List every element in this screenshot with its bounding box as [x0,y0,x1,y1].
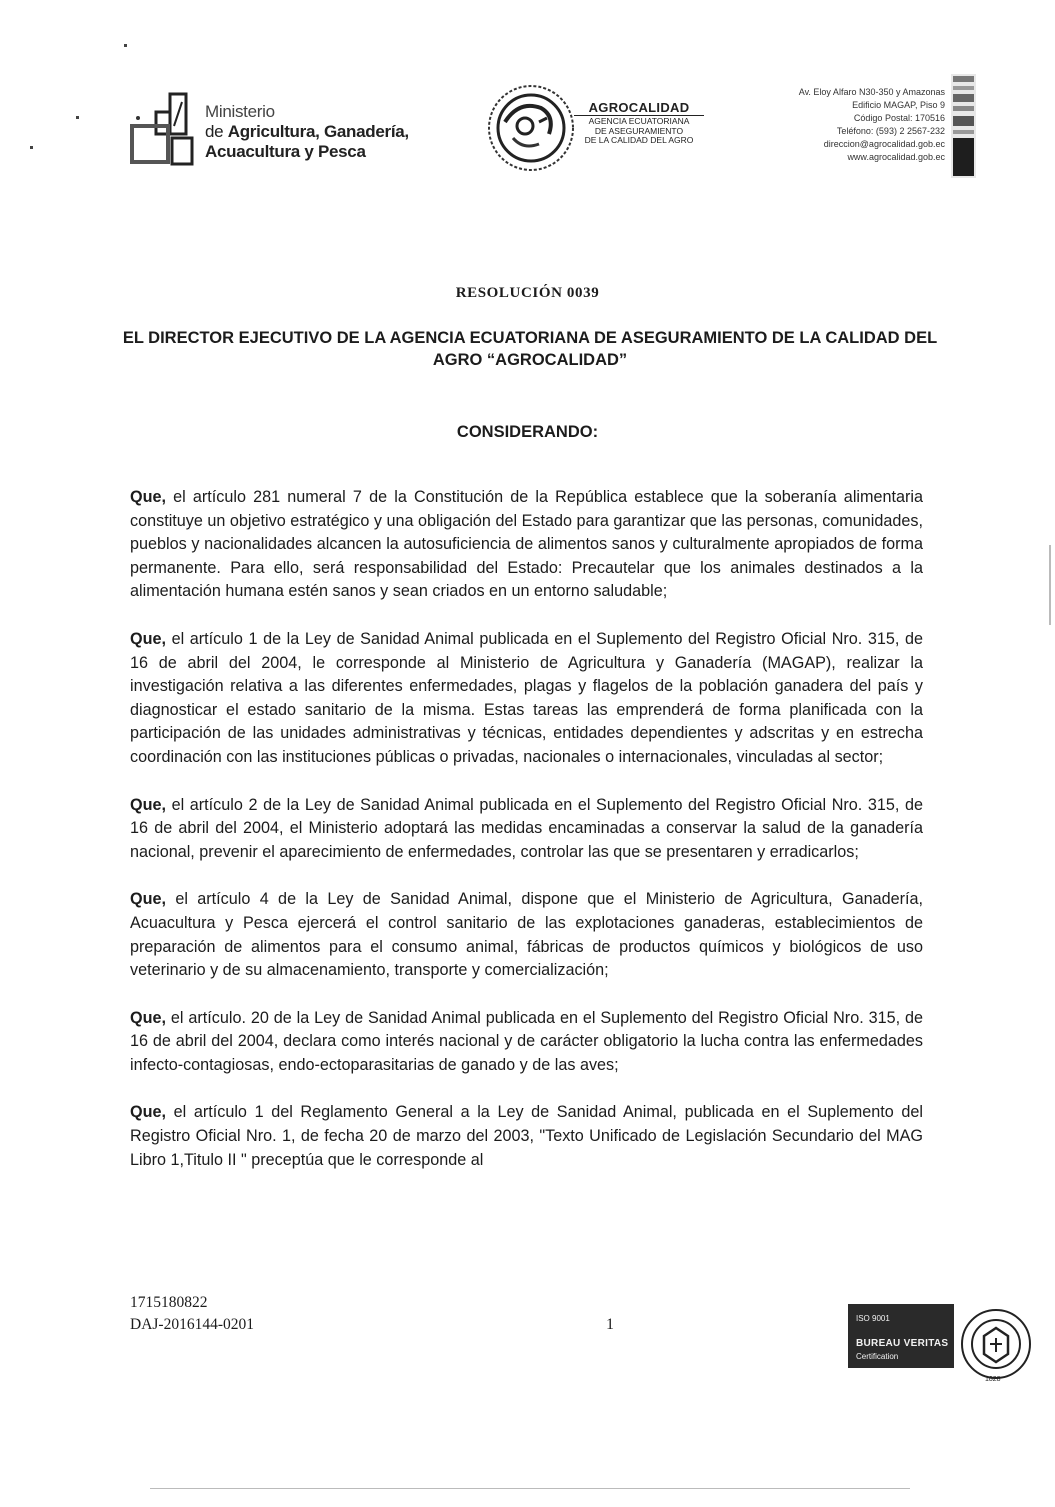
paragraph [130,628,923,770]
paragraph [130,888,923,982]
scan-dot [124,44,127,47]
letterhead [0,0,1055,200]
paragraph [130,1101,923,1172]
page-number: 1 [606,1316,614,1333]
footer-code-2: DAJ-2016144-0201 [130,1316,254,1333]
contact-postal: Código Postal: 170516 [853,113,945,123]
paragraph-lead: Que, [130,488,166,506]
agency-line-2: DE ASEGURAMIENTO [594,125,684,136]
scan-edge-mark [1049,545,1051,625]
paragraph-text: el artículo 1 del Reglamento General a la Ley de Sanidad Animal, publicada en el Suplemento del Registro Oficial Nro. 1, de fecha 20 de marzo del 2003, "Texto Unificado de Legislación Secundario del MAG Libro 1,Titulo II " preceptúa que le corresponde al [130,1103,923,1169]
agrocalidad-seal-icon [483,82,579,174]
contact-building: Edificio MAGAP, Piso 9 [852,100,945,110]
paragraph-lead: Que, [130,1008,166,1027]
contact-email: direccion@agrocalidad.gob.ec [823,139,945,149]
ministry-name [205,102,409,162]
paragraph-text: el artículo 1 de la Ley de Sanidad Animal publicada en el Suplemento del Registro Oficial Nro. 315, de 16 de abril del 2004, le corresponde al Ministerio de Agricultura y Ganadería (MAGAP), realizar la investigación relativa a las diferentes enfermedades, plagas y flagelos de la población ganadera del país y diagnosticar el estado sanitario de la misma. Estas tareas las emprenderá de forma planificada con la participación de las unidades administrativas y técnicas, entidades dependientes y adscritas y en estrecha coordinación con las instituciones públicas o privadas, nacionales o internacionales, vinculadas al sector; [130,629,923,766]
resolution-title: RESOLUCIÓN 0039 [455,285,600,301]
contact-address: Av. Eloy Alfaro N30-350 y Amazonas [798,87,945,97]
scan-dot [76,116,79,119]
paragraph-lead: Que, [130,1103,166,1122]
ministry-line-2-main: Agricultura, Ganadería, [227,122,409,141]
paragraph-lead: Que, [130,795,166,814]
agency-line-3: DE LA CALIDAD DEL AGRO [584,135,694,145]
certification-year: 1828 [985,1376,1001,1383]
paragraph-text: el artículo 2 de la Ley de Sanidad Animal publicada en el Suplemento del Registro Oficial Nro. 315, de 16 de abril del 2004, el Ministerio adoptará las medidas encaminadas a conservar la salud de la ganadería nacional, prevenir el aparecimiento de enfermedades, controlar las que se presentaren y erradicarlos; [130,795,923,861]
paragraph-lead: Que, [130,890,166,909]
document-body [130,486,923,1196]
paragraph-text: el artículo. 20 de la Ley de Sanidad Animal publicada en el Suplemento del Registro Oficial Nro. 315, de 16 de abril del 2004, declara como interés nacional y de carácter obligatorio la lucha contra las enfermedades infecto-contagiosas, endo-ectoparasitarias de ganado y de las aves; [130,1008,923,1074]
paragraph-lead: Que, [130,629,166,648]
contact-phone: Teléfono: (593) 2 2567-232 [836,126,945,136]
footer-code-1: 1715180822 [130,1294,208,1311]
agency-brand: AGROCALIDAD [574,100,704,116]
footer-codes [130,1292,254,1336]
vertical-barcode-icon [951,74,976,178]
paragraph [130,486,923,604]
scan-dot [30,146,33,149]
paragraph [130,1007,923,1078]
agency-name [574,100,704,146]
paragraph [130,794,923,865]
certification-iso: ISO 9001 [856,1314,890,1323]
scan-edge-mark [150,1488,910,1489]
certification-badge [848,1304,954,1368]
contact-block [725,86,945,164]
ministry-logo-icon [128,90,198,170]
paragraph-text: el artículo 4 de la Ley de Sanidad Animal, dispone que el Ministerio de Agricultura, Ganadería, Acuacultura y Pesca ejercerá el control sanitario de las explotaciones ganaderas, establecimientos de preparación de alimentos para el consumo animal, fábricas de productos químicos y biológicos de uso veterinario y de su almacenamiento, transporte y comercialización; [130,890,923,980]
agency-line-1: AGENCIA ECUATORIANA [588,116,690,126]
ministry-line-3: Acuacultura y Pesca [205,142,366,161]
certification-label: Certification [856,1352,899,1361]
ministry-line-2-prefix: de [205,122,228,141]
certification-name: BUREAU VERITAS [856,1338,949,1349]
contact-web: www.agrocalidad.gob.ec [847,152,945,162]
considering-heading: CONSIDERANDO: [456,423,599,441]
authority-title: EL DIRECTOR EJECUTIVO DE LA AGENCIA ECUATORIANA DE ASEGURAMIENTO DE LA CALIDAD DEL AGRO “AGROCALIDAD” [122,329,938,369]
ministry-line-1: Ministerio [205,102,275,121]
ministry-line-2 [205,122,409,142]
paragraph-text: el artículo 281 numeral 7 de la Constitución de la República establece que la soberanía alimentaria constituye un objetivo estratégico y una obligación del Estado para garantizar que las personas, comunidades, pueblos y nacionalidades alcancen la autosuficiencia de alimentos sanos y culturalmente apropiados de forma permanente. Para ello, será responsabilidad del Estado: Precautelar que los animales destinados a la alimentación humana estén sanos y sean criados en un entorno saludable; [130,488,923,601]
